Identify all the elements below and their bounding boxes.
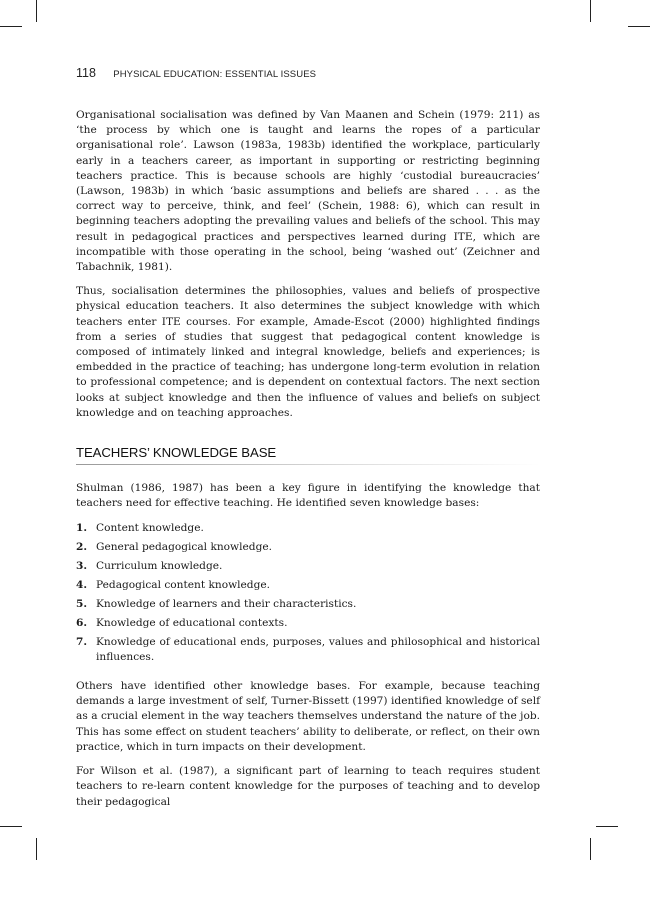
list-number: 3. xyxy=(76,559,88,572)
crop-mark xyxy=(36,838,37,860)
list-text: Knowledge of learners and their characteristics. xyxy=(96,597,357,610)
list-item xyxy=(76,597,540,612)
paragraph: For Wilson et al. (1987), a significant part of learning to teach requires student teachers to re-learn content knowledge for the purposes of teaching and to develop their pedagogical xyxy=(76,765,540,808)
list-number: 5. xyxy=(76,597,88,610)
running-head xyxy=(76,66,316,80)
section-heading: TEACHERS’ KNOWLEDGE BASE xyxy=(76,445,540,465)
list-text: Knowledge of educational ends, purposes, values and philosophical and historical influences. xyxy=(96,635,540,663)
list-text: Content knowledge. xyxy=(96,521,204,534)
list-text: Curriculum knowledge. xyxy=(96,559,223,572)
list-item xyxy=(76,616,540,631)
paragraph: Organisational socialisation was defined by Van Maanen and Schein (1979: 211) as ‘the process by which one is taught and learns the ropes of a particular organisational role’. Lawson (1983a, 1983b) identified the workplace, particularly early in a teachers career, as important in supporting or restricting beginning teachers practice. This is because schools are highly ‘custodial bureaucracies’ (Lawson, 1983b) in which ‘basic assumptions and beliefs are shared . . . as the correct way to perceive, think, and feel’ (Schein, 1988: 6), which can result in beginning teachers adopting the prevailing values and beliefs of the school. This may result in pedagogical practices and perspectives learned during ITE, which are incompatible with those operating in the school, being ‘washed out’ (Zeichner and Tabachnik, 1981). xyxy=(76,109,540,274)
list-item xyxy=(76,521,540,536)
page-body xyxy=(76,108,540,819)
list-item xyxy=(76,578,540,593)
list-number: 1. xyxy=(76,521,88,534)
paragraph: Thus, socialisation determines the philosophies, values and beliefs of prospective physical education teachers. It also determines the subject knowledge with which teachers enter ITE courses. For example, Amade-Escot (2000) highlighted findings from a series of studies that suggest that pedagogical content knowledge is composed of intimately linked and integral knowledge, beliefs and experiences; is embedded in the practice of teaching; has undergone long-term evolution in relation to professional competence; and is dependent on contextual factors. The next section looks at subject knowledge and then the influence of values and beliefs on subject knowledge and on teaching approaches. xyxy=(76,285,540,419)
list-item xyxy=(76,540,540,555)
crop-mark xyxy=(590,0,591,22)
knowledge-bases-list xyxy=(76,521,540,665)
running-title: PHYSICAL EDUCATION: ESSENTIAL ISSUES xyxy=(113,69,317,80)
list-text: General pedagogical knowledge. xyxy=(96,540,272,553)
crop-mark xyxy=(0,826,22,827)
crop-mark xyxy=(596,826,618,827)
list-text: Pedagogical content knowledge. xyxy=(96,578,271,591)
crop-mark xyxy=(590,838,591,860)
crop-mark xyxy=(0,26,22,27)
list-number: 7. xyxy=(76,635,88,648)
crop-mark xyxy=(628,26,650,27)
list-number: 4. xyxy=(76,578,88,591)
list-item xyxy=(76,635,540,665)
list-item xyxy=(76,559,540,574)
list-number: 6. xyxy=(76,616,88,629)
section-intro: Shulman (1986, 1987) has been a key figure in identifying the knowledge that teachers need for effective teaching. He identified seven knowledge bases: xyxy=(76,482,540,510)
page-number: 118 xyxy=(76,66,96,80)
crop-mark xyxy=(36,0,37,22)
list-text: Knowledge of educational contexts. xyxy=(96,616,288,629)
paragraph: Others have identified other knowledge bases. For example, because teaching demands a large investment of self, Turner-Bissett (1997) identified knowledge of self as a crucial element in the way teachers themselves understand the nature of the job. This has some effect on student teachers’ ability to deliberate, or reflect, on their own practice, which in turn impacts on their development. xyxy=(76,680,540,753)
list-number: 2. xyxy=(76,540,88,553)
